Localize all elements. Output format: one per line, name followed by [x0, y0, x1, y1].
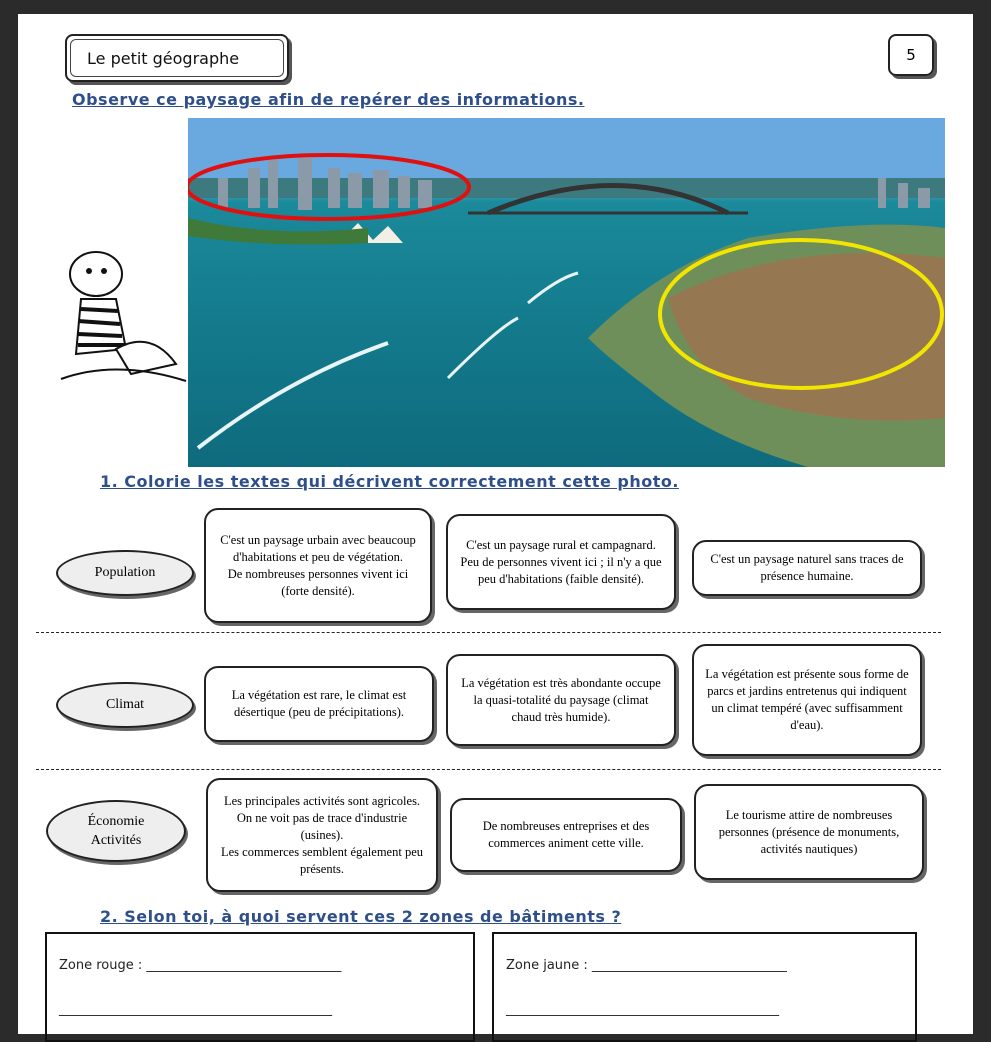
answer-card[interactable]: Le tourisme attire de nombreuses personnes (présence de monuments, activités nautiques) [694, 784, 924, 880]
yellow-zone-answer-field[interactable]: Zone jaune : ______________________________ __________________________________________ [492, 932, 917, 1042]
answer-card[interactable]: C'est un paysage urbain avec beaucoup d'habitations et peu de végétation. De nombreuses personnes vivent ici (forte densité). [204, 508, 432, 623]
answer-card[interactable]: C'est un paysage naturel sans traces de présence humaine. [692, 540, 922, 596]
category-population: Population [56, 550, 194, 596]
answer-card[interactable]: La végétation est présente sous forme de parcs et jardins entretenus qui indiquent un climat tempéré (avec suffisamment d'eau). [692, 644, 922, 756]
category-economie-activites: Économie Activités [46, 800, 186, 862]
sydney-harbour-photo [188, 118, 945, 467]
row-divider [36, 632, 941, 633]
worksheet-title: Le petit géographe [65, 34, 289, 82]
row-divider [36, 769, 941, 770]
cartoon-tiger-illustration [56, 239, 188, 384]
answer-card[interactable]: La végétation est rare, le climat est désertique (peu de précipitations). [204, 666, 434, 742]
question-2: 2. Selon toi, à quoi servent ces 2 zones de bâtiments ? [100, 907, 622, 926]
category-climat: Climat [56, 682, 194, 728]
page-number: 5 [888, 34, 934, 76]
answer-card[interactable]: C'est un paysage rural et campagnard. Peu de personnes vivent ici ; il n'y a que peu d'habitations (faible densité). [446, 514, 676, 610]
question-1: 1. Colorie les textes qui décrivent correctement cette photo. [100, 472, 679, 491]
worksheet-page [18, 14, 973, 1034]
answer-card[interactable]: De nombreuses entreprises et des commerces animent cette ville. [450, 798, 682, 872]
answer-card[interactable]: Les principales activités sont agricoles. On ne voit pas de trace d'industrie (usines). Les commerces semblent également peu présents. [206, 778, 438, 892]
red-zone-answer-field[interactable]: Zone rouge : ______________________________ __________________________________________ [45, 932, 475, 1042]
intro-instruction: Observe ce paysage afin de repérer des informations. [72, 90, 585, 109]
answer-card[interactable]: La végétation est très abondante occupe la quasi-totalité du paysage (climat chaud très humide). [446, 654, 676, 746]
